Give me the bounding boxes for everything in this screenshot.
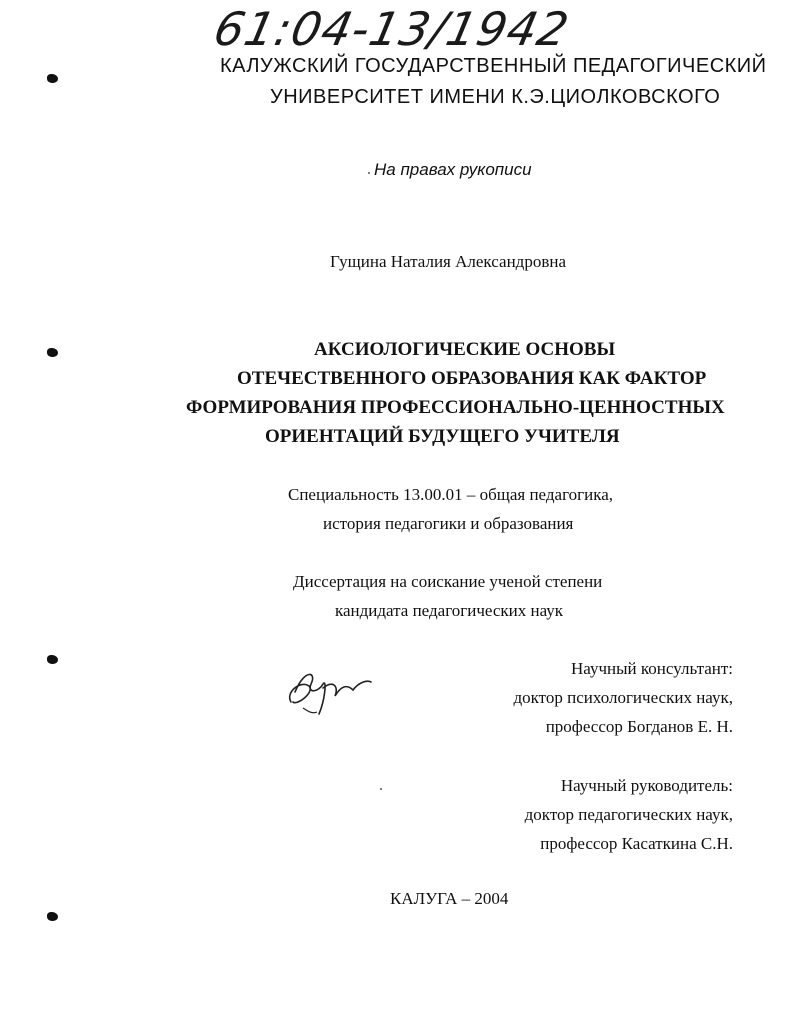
author-name: Гущина Наталия Александровна: [330, 252, 566, 271]
punch-hole-mark: [47, 912, 58, 921]
rights-note: На правах рукописи: [374, 160, 532, 179]
archive-number: 61:04-13/1942: [209, 2, 575, 56]
title-line: АКСИОЛОГИЧЕСКИЕ ОСНОВЫ: [314, 339, 616, 360]
title-line: ОРИЕНТАЦИЙ БУДУЩЕГО УЧИТЕЛЯ: [265, 426, 620, 447]
supervisor-degree: доктор педагогических наук,: [524, 805, 733, 824]
punch-hole-mark: [47, 74, 58, 83]
scan-speck: [380, 788, 382, 790]
consultant-role: Научный консультант:: [571, 659, 733, 678]
supervisor-role: Научный руководитель:: [560, 776, 733, 795]
title-line: ФОРМИРОВАНИЯ ПРОФЕССИОНАЛЬНО-ЦЕННОСТНЫХ: [186, 397, 725, 418]
consultant-name: профессор Богданов Е. Н.: [545, 717, 733, 736]
specialty-line-2: история педагогики и образования: [323, 514, 574, 533]
supervisor-name: профессор Касаткина С.Н.: [540, 834, 733, 853]
punch-hole-mark: [47, 348, 58, 357]
punch-hole-mark: [47, 655, 58, 664]
dissertation-line-1: Диссертация на соискание ученой степени: [293, 572, 603, 591]
consultant-degree: доктор психологических наук,: [513, 688, 733, 707]
university-line-1: КАЛУЖСКИЙ ГОСУДАРСТВЕННЫЙ ПЕДАГОГИЧЕСКИЙ: [220, 55, 767, 77]
university-line-2: УНИВЕРСИТЕТ ИМЕНИ К.Э.ЦИОЛКОВСКОГО: [270, 86, 721, 108]
specialty-line-1: Специальность 13.00.01 – общая педагогика,: [288, 485, 613, 504]
title-line: ОТЕЧЕСТВЕННОГО ОБРАЗОВАНИЯ КАК ФАКТОР: [237, 368, 707, 389]
scan-speck: [368, 172, 370, 174]
place-year: КАЛУГА – 2004: [390, 889, 509, 908]
signature: [283, 662, 378, 722]
dissertation-line-2: кандидата педагогических наук: [335, 601, 564, 620]
